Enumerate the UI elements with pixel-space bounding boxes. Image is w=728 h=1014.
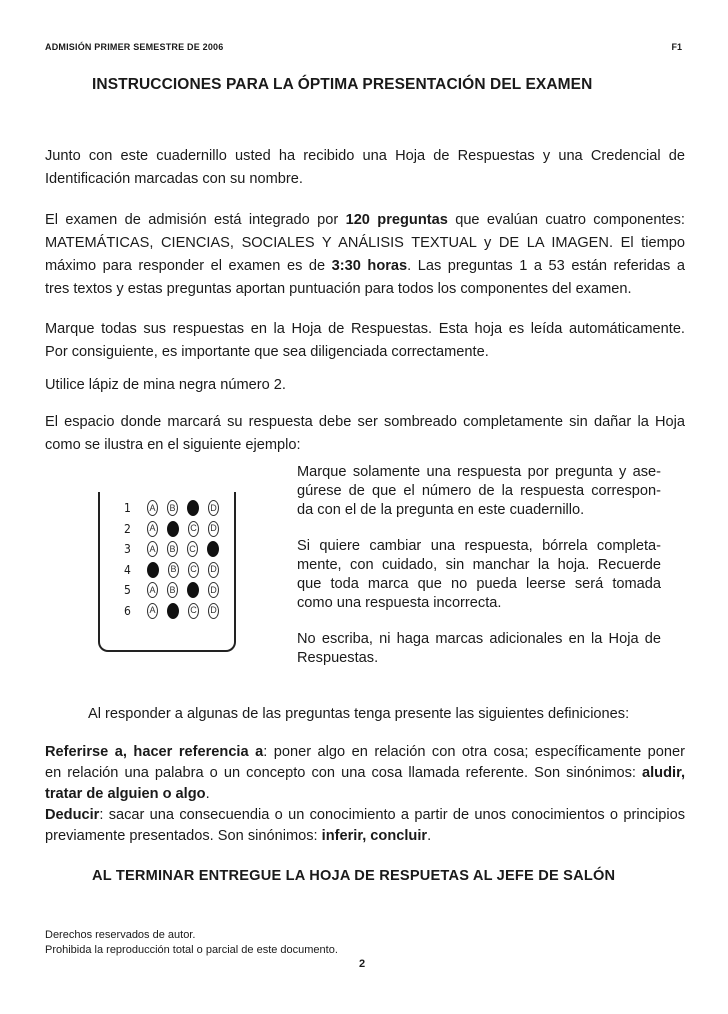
instruction-no-extra-marks [297, 630, 661, 668]
paragraph-materials [45, 145, 685, 191]
definition-text: . [205, 786, 210, 802]
definition-term: Referirse a, hacer referencia a [45, 744, 264, 760]
structure-text: que evalúan cuatro componentes: [447, 212, 685, 228]
answer-sheet-example [98, 492, 236, 652]
reproduction-notice: Prohibida la reproducción total o parcial de este documento. [45, 944, 338, 956]
answer-bubble: C [188, 521, 199, 537]
answer-bubble: C [188, 603, 199, 619]
answer-bubble: D [208, 582, 219, 598]
paragraph-materials-line1: Junto con este cuadernillo usted ha recibido una Hoja de Respuestas y una Credencial de [45, 148, 685, 164]
answer-bubble: B [167, 500, 178, 516]
answer-bubble: A [147, 521, 158, 537]
page-title: INSTRUCCIONES PARA LA ÓPTIMA PRESENTACIÓN DEL EXAMEN [92, 76, 593, 93]
paragraph-answer-sheet [45, 318, 685, 364]
question-number: 6 [124, 603, 131, 618]
filled-bubble [187, 500, 199, 516]
definitions-intro: Al responder a algunas de las preguntas tenga presente las siguientes definiciones: [88, 706, 630, 722]
question-count: 120 preguntas [345, 212, 448, 228]
paragraph-pencil: Utilice lápiz de mina negra número 2. [45, 377, 286, 393]
closing-instruction: AL TERMINAR ENTREGUE LA HOJA DE RESPUETAS AL JEFE DE SALÓN [92, 868, 616, 884]
answer-bubble: B [167, 582, 178, 598]
structure-line2: MATEMÁTICAS, CIENCIAS, SOCIALES Y ANÁLISIS TEXTUAL y DE LA IMAGEN. El tiempo [45, 235, 685, 251]
structure-line4: tres textos y estas preguntas aportan puntuación para todos los componentes del examen. [45, 281, 632, 297]
definition-text: : poner algo en relación con otra cosa; específicamente poner [263, 744, 685, 760]
definition-synonym: aludir, [642, 765, 685, 781]
definition-term: Deducir [45, 807, 100, 823]
answer-bubble: A [147, 582, 158, 598]
question-number: 3 [124, 542, 131, 556]
filled-bubble [207, 541, 219, 557]
header-form-code: F1 [671, 42, 682, 52]
instruction-line: da con el de la pregunta en este cuadernillo. [297, 502, 585, 518]
answer-bubble: D [208, 521, 219, 537]
answer-bubble: A [147, 500, 158, 516]
filled-bubble [167, 521, 179, 537]
filled-bubble [147, 562, 159, 578]
question-number: 2 [124, 521, 131, 536]
definition-text: previamente presentados. Son sinónimos: [45, 828, 322, 844]
instruction-line: Si quiere cambiar una respuesta, bórrela completa- [297, 538, 661, 554]
instruction-single-answer [297, 463, 661, 520]
paragraph-exam-structure [45, 209, 685, 301]
answer-sheet-line2: Por consiguiente, es importante que sea diligenciada correctamente. [45, 344, 489, 360]
question-number: 4 [124, 562, 131, 577]
structure-text: máximo para responder el examen es de [45, 258, 332, 274]
answer-row [124, 603, 219, 619]
definition-synonym: inferir, concluir [321, 828, 428, 844]
marking-line1: El espacio donde marcará su respuesta debe ser sombreado completamente sin dañar la Hoja [45, 414, 685, 430]
definition-synonym: tratar de alguien o algo [45, 786, 206, 802]
answer-bubble: A [147, 603, 158, 619]
answer-row [124, 500, 219, 516]
answer-row [124, 562, 219, 578]
definition-text: en relación una palabra o un concepto con una cosa llamada referente. Son sinónimos: [45, 765, 643, 781]
instruction-line: Respuestas. [297, 650, 379, 666]
question-number: 1 [124, 501, 131, 515]
def1-line3 [45, 784, 685, 805]
instruction-change-answer [297, 537, 661, 613]
time-limit: 3:30 horas [331, 258, 408, 274]
def1-line1 [45, 742, 685, 763]
answer-row [124, 582, 219, 598]
structure-text: . Las preguntas 1 a 53 están referidas a [407, 258, 685, 274]
marking-line2: como se ilustra en el siguiente ejemplo: [45, 437, 301, 453]
answer-bubble: B [168, 562, 179, 578]
structure-text: El examen de admisión está integrado por [45, 212, 346, 228]
def2-line1 [45, 805, 685, 826]
answer-bubble: C [187, 541, 198, 557]
instruction-line: mente, con cuidado, sin manchar la hoja. Recuerde [297, 557, 661, 573]
instruction-line: gúrese de que el número de la respuesta correspon- [297, 483, 661, 499]
answer-row [124, 541, 219, 557]
instruction-line: que toda marca que no pueda leerse será tomada [297, 576, 661, 592]
header-exam-label: ADMISIÓN PRIMER SEMESTRE DE 2006 [45, 42, 224, 52]
answer-bubble: D [208, 562, 219, 578]
def1-line2 [45, 763, 685, 784]
answer-row [124, 521, 219, 537]
paragraph-marking [45, 411, 685, 457]
paragraph-materials-line2: Identificación marcadas con su nombre. [45, 171, 303, 187]
instruction-line: No escriba, ni haga marcas adicionales en la Hoja de [297, 631, 661, 647]
answer-sheet-line1: Marque todas sus respuestas en la Hoja de Respuestas. Esta hoja es leída automáticamente. [45, 321, 685, 337]
answer-bubble: C [188, 562, 199, 578]
instruction-line: Marque solamente una respuesta por pregunta y ase- [297, 464, 661, 480]
page-number: 2 [359, 958, 366, 970]
definition-deducir [45, 805, 685, 847]
question-number: 5 [124, 583, 131, 597]
copyright-notice: Derechos reservados de autor. [45, 929, 196, 941]
filled-bubble [187, 582, 199, 598]
answer-bubble: D [208, 500, 219, 516]
def2-line2 [45, 826, 685, 847]
instruction-line: como una respuesta incorrecta. [297, 595, 502, 611]
answer-bubble: A [147, 541, 158, 557]
structure-line1 [45, 209, 685, 232]
definition-text: . [427, 828, 432, 844]
definition-referirse [45, 742, 685, 805]
filled-bubble [167, 603, 179, 619]
structure-line3 [45, 255, 685, 278]
answer-bubble: D [208, 603, 219, 619]
answer-bubble: B [167, 541, 178, 557]
definition-text: : sacar una consecuendia o un conocimiento a partir de unos conocimientos o principios [99, 807, 685, 823]
